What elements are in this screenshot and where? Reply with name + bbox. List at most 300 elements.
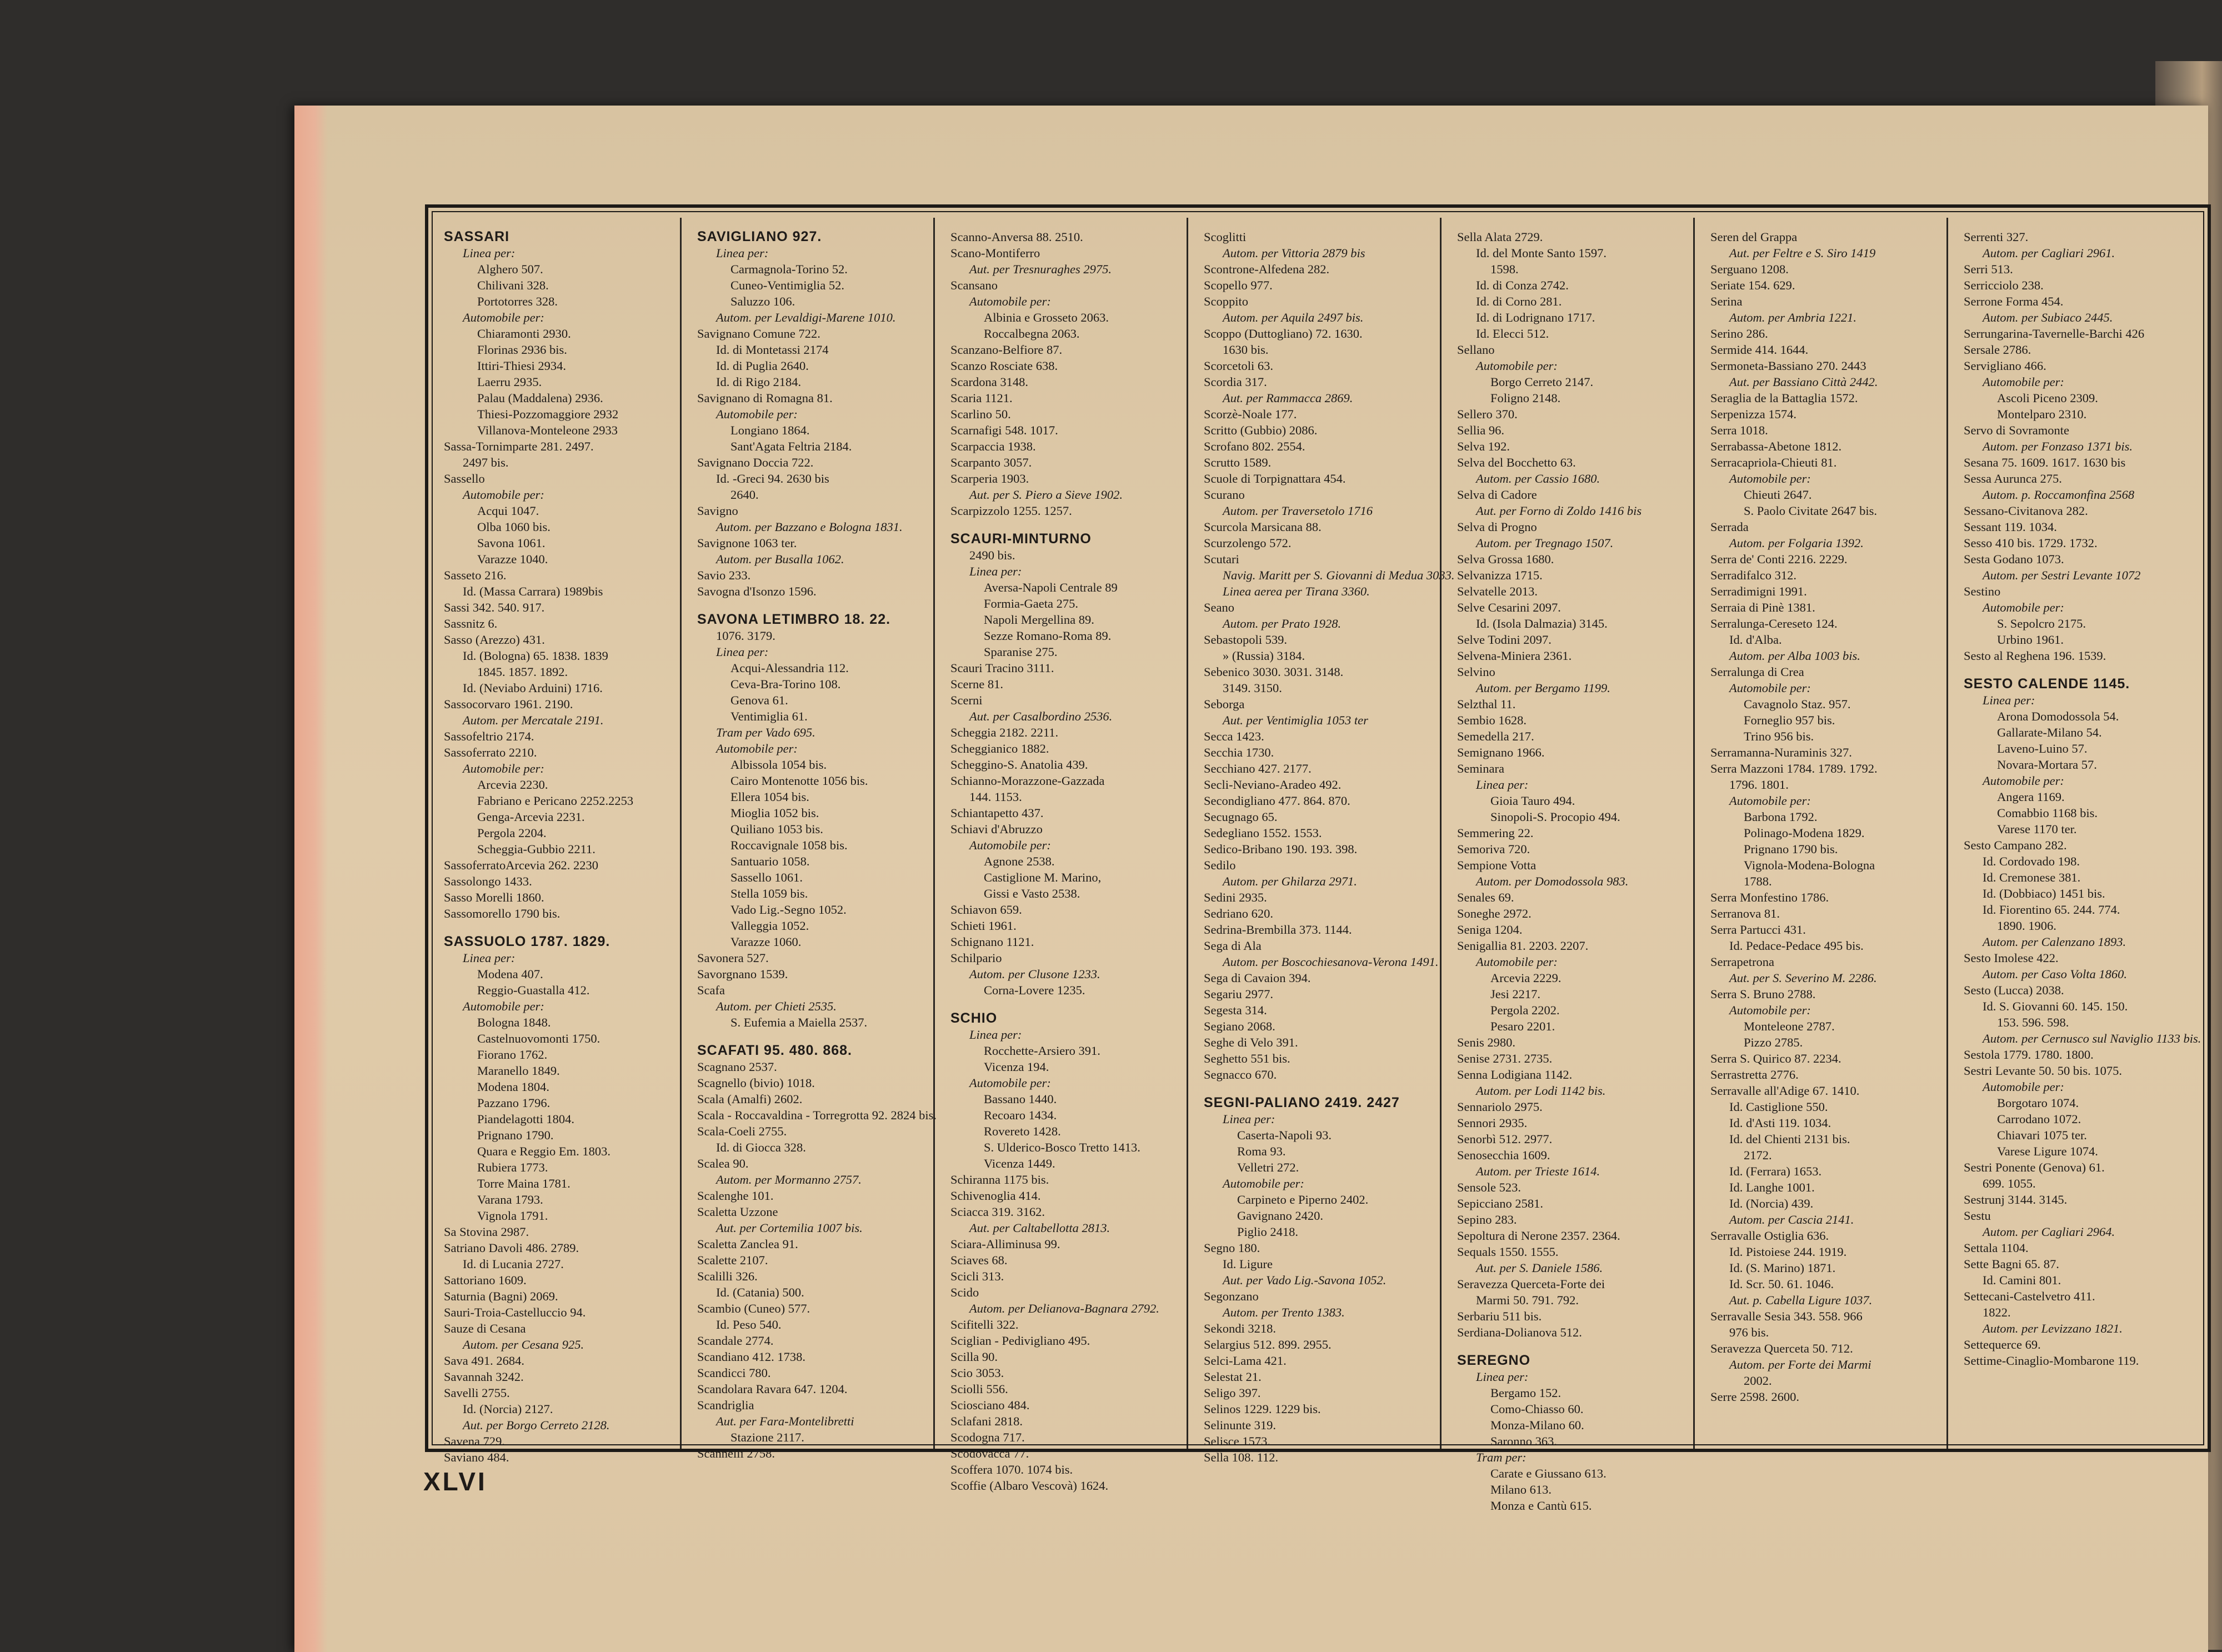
index-heading: SEGNI-PALIANO 2419. 2427 bbox=[1204, 1095, 1400, 1110]
index-entry: Sella 108. 112. bbox=[1204, 1450, 1279, 1464]
index-entry: Selestat 21. bbox=[1204, 1370, 1262, 1384]
index-entry: Saviano 484. bbox=[444, 1450, 509, 1464]
index-entry: Selvanizza 1715. bbox=[1457, 568, 1543, 582]
index-entry: Saluzzo 106. bbox=[730, 294, 795, 308]
index-column-5 bbox=[1442, 218, 1695, 1513]
index-entry: Scandriglia bbox=[697, 1398, 754, 1412]
index-entry: Automobile per: bbox=[716, 407, 798, 421]
index-entry: Senna Lodigiana 1142. bbox=[1457, 1068, 1573, 1082]
index-entry: Sellia 96. bbox=[1457, 423, 1504, 437]
index-entry: Carate e Giussano 613. bbox=[1490, 1466, 1607, 1480]
index-column-6 bbox=[1695, 218, 1948, 1449]
index-entry: Sassocorvaro 1961. 2190. bbox=[444, 697, 573, 711]
index-entry: Aut. per Tresnuraghes 2975. bbox=[969, 262, 1112, 276]
index-entry: Sassolongo 1433. bbox=[444, 874, 532, 888]
index-entry: Autom. per Sestri Levante 1072 bbox=[1983, 568, 2141, 582]
index-entry: Id. d'Alba. bbox=[1729, 633, 1782, 647]
index-entry: Sesta Godano 1073. bbox=[1964, 552, 2064, 566]
index-entry: Autom. per Aquila 2497 bis. bbox=[1223, 311, 1364, 324]
index-entry: Serrapetrona bbox=[1710, 955, 1774, 969]
index-entry: Alghero 507. bbox=[477, 262, 543, 276]
index-entry: Serraia di Pinè 1381. bbox=[1710, 600, 1815, 614]
index-entry: Varazze 1060. bbox=[730, 935, 802, 949]
index-entry: Senis 2980. bbox=[1457, 1035, 1516, 1049]
index-entry: Id. (Norcia) 439. bbox=[1729, 1197, 1814, 1210]
index-entry: Serrungarina-Tavernelle-Barchi 426 bbox=[1964, 327, 2145, 341]
index-entry: Sasseto 216. bbox=[444, 568, 507, 582]
index-entry: Scansano bbox=[950, 278, 998, 292]
index-entry: Scannelli 2758. bbox=[697, 1446, 775, 1460]
index-entry: Autom. per Levizzano 1821. bbox=[1983, 1321, 2123, 1335]
index-entry: Autom. per Ambria 1221. bbox=[1729, 311, 1856, 324]
index-entry: Montelparo 2310. bbox=[1997, 407, 2087, 421]
index-entry: Scanzo Rosciate 638. bbox=[950, 359, 1058, 373]
index-entry: Monza-Milano 60. bbox=[1490, 1418, 1584, 1432]
index-entry: Autom. per Ghilarza 2971. bbox=[1223, 874, 1357, 888]
index-entry: Id. Fiorentino 65. 244. 774. bbox=[1983, 903, 2120, 917]
index-entry: 1076. 3179. bbox=[716, 629, 775, 643]
index-entry: Sasso Morelli 1860. bbox=[444, 890, 544, 904]
index-entry: Secchiano 427. 2177. bbox=[1204, 762, 1312, 775]
index-entry: Autom. per Trento 1383. bbox=[1223, 1305, 1345, 1319]
index-entry: Id. (Isola Dalmazia) 3145. bbox=[1476, 617, 1608, 630]
index-entry: Gavignano 2420. bbox=[1237, 1209, 1323, 1223]
index-entry: Borgo Cerreto 2147. bbox=[1490, 375, 1594, 389]
index-entry: Castiglione M. Marino, bbox=[984, 870, 1102, 884]
index-entry: Id. d'Asti 119. 1034. bbox=[1729, 1116, 1831, 1130]
index-entry: » (Russia) 3184. bbox=[1223, 649, 1305, 663]
index-entry: Schiranna 1175 bis. bbox=[950, 1173, 1049, 1187]
index-entry: Id. di Montetassi 2174 bbox=[716, 343, 829, 357]
index-entry: Roma 93. bbox=[1237, 1144, 1286, 1158]
index-entry: Selinos 1229. 1229 bis. bbox=[1204, 1402, 1321, 1416]
index-entry: Id. di Puglia 2640. bbox=[716, 359, 809, 373]
index-entry: Genova 61. bbox=[730, 693, 788, 707]
index-entry: Id. (Ferrara) 1653. bbox=[1729, 1164, 1822, 1178]
index-entry: Sennariolo 2975. bbox=[1457, 1100, 1543, 1114]
index-entry: Agnone 2538. bbox=[984, 854, 1055, 868]
index-entry: Automobile per: bbox=[716, 742, 798, 755]
index-entry: Ventimiglia 61. bbox=[730, 709, 808, 723]
index-entry: Savignone 1063 ter. bbox=[697, 536, 797, 550]
index-entry: Scodogna 717. bbox=[950, 1430, 1025, 1444]
index-entry: Automobile per: bbox=[1223, 1177, 1304, 1190]
index-entry: Olba 1060 bis. bbox=[477, 520, 551, 534]
index-entry: Secli-Neviano-Aradeo 492. bbox=[1204, 778, 1342, 792]
index-entry: Scoglitti bbox=[1204, 230, 1247, 244]
index-entry: Seghe di Velo 391. bbox=[1204, 1035, 1298, 1049]
index-entry: Scandale 2774. bbox=[697, 1334, 774, 1348]
index-heading: SEREGNO bbox=[1457, 1353, 1531, 1368]
index-entry: 1822. bbox=[1983, 1305, 2011, 1319]
index-entry: Sasso (Arezzo) 431. bbox=[444, 633, 545, 647]
index-entry: Angera 1169. bbox=[1997, 790, 2065, 804]
index-entry: Selva di Cadore bbox=[1457, 488, 1537, 502]
index-entry: Tram per Vado 695. bbox=[716, 725, 815, 739]
index-entry: Bologna 1848. bbox=[477, 1015, 551, 1029]
index-entry: Mioglia 1052 bis. bbox=[730, 806, 819, 820]
index-entry: 144. 1153. bbox=[969, 790, 1022, 804]
index-entry: Selva di Progno bbox=[1457, 520, 1537, 534]
index-entry: Sedico-Bribano 190. 193. 398. bbox=[1204, 842, 1358, 856]
index-entry: Pesaro 2201. bbox=[1490, 1019, 1555, 1033]
index-entry: Scorcetoli 63. bbox=[1204, 359, 1273, 373]
index-entry: Linea per: bbox=[463, 246, 516, 260]
index-entry: Id. (Catania) 500. bbox=[716, 1285, 804, 1299]
index-entry: Autom. per Mormanno 2757. bbox=[716, 1173, 862, 1187]
index-entry: Automobile per: bbox=[969, 838, 1051, 852]
index-entry: Automobile per: bbox=[463, 762, 544, 775]
index-entry: Automobile per: bbox=[1729, 1003, 1811, 1017]
index-entry: Sattoriano 1609. bbox=[444, 1273, 527, 1287]
index-entry: Automobile per: bbox=[1729, 681, 1811, 695]
page-number: XLVI bbox=[423, 1467, 487, 1496]
index-entry: Portotorres 328. bbox=[477, 294, 558, 308]
index-entry: Autom. per Cagliari 2961. bbox=[1983, 246, 2115, 260]
index-entry: Ascoli Piceno 2309. bbox=[1997, 391, 2098, 405]
index-entry: Serra Mazzoni 1784. 1789. 1792. bbox=[1710, 762, 1878, 775]
index-entry: Sauri-Troia-Castelluccio 94. bbox=[444, 1305, 586, 1319]
index-entry: Autom. per Cassio 1680. bbox=[1476, 472, 1600, 485]
index-entry: Sassi 342. 540. 917. bbox=[444, 600, 545, 614]
index-entry: Arona Domodossola 54. bbox=[1997, 709, 2119, 723]
index-entry: Semoriva 720. bbox=[1457, 842, 1530, 856]
index-entry: Selva 192. bbox=[1457, 439, 1510, 453]
index-entry: Autom. per Chieti 2535. bbox=[716, 999, 837, 1013]
index-entry: Rubiera 1773. bbox=[477, 1160, 548, 1174]
index-entry: Vignola-Modena-Bologna bbox=[1744, 858, 1875, 872]
index-entry: Sebastopoli 539. bbox=[1204, 633, 1287, 647]
index-entry: Scrofano 802. 2554. bbox=[1204, 439, 1305, 453]
index-entry: Sega di Ala bbox=[1204, 939, 1262, 953]
index-entry: Scutari bbox=[1204, 552, 1239, 566]
index-entry: Id. Cremonese 381. bbox=[1983, 870, 2081, 884]
index-entry: Jesi 2217. bbox=[1490, 987, 1540, 1001]
index-entry: Scordia 317. bbox=[1204, 375, 1267, 389]
index-entry: Aut. per Borgo Cerreto 2128. bbox=[463, 1418, 610, 1432]
index-entry: Sassa-Tornimparte 281. 2497. bbox=[444, 439, 594, 453]
index-entry: Autom. per Bazzano e Bologna 1831. bbox=[716, 520, 903, 534]
index-entry: Sestino bbox=[1964, 584, 2001, 598]
index-entry: 976 bis. bbox=[1729, 1325, 1769, 1339]
index-entry: Sesto Campano 282. bbox=[1964, 838, 2067, 852]
index-entry: Rovereto 1428. bbox=[984, 1124, 1061, 1138]
index-entry: Senigallia 81. 2203. 2207. bbox=[1457, 939, 1589, 953]
index-column-4 bbox=[1188, 218, 1455, 1464]
index-entry: Sezze Romano-Roma 89. bbox=[984, 629, 1112, 643]
index-entry: Id. di Lucania 2727. bbox=[463, 1257, 564, 1271]
index-entry: Varese 1170 ter. bbox=[1997, 822, 2077, 836]
index-entry: Sciglian - Pedivigliano 495. bbox=[950, 1334, 1090, 1348]
index-entry: Autom. per Busalla 1062. bbox=[716, 552, 844, 566]
index-entry: Linea per: bbox=[1476, 778, 1529, 792]
index-entry: Serralunga-Cereseto 124. bbox=[1710, 617, 1838, 630]
index-entry: Castelnuovomonti 1750. bbox=[477, 1032, 600, 1045]
index-entry: Milano 613. bbox=[1490, 1483, 1552, 1496]
index-entry: Sedrina-Brembilla 373. 1144. bbox=[1204, 923, 1352, 937]
index-entry: Serre 2598. 2600. bbox=[1710, 1390, 1799, 1404]
index-entry: Formia-Gaeta 275. bbox=[984, 597, 1078, 610]
index-entry: Ceva-Bra-Torino 108. bbox=[730, 677, 841, 691]
index-entry: Bergamo 152. bbox=[1490, 1386, 1562, 1400]
index-entry: Scala-Coeli 2755. bbox=[697, 1124, 787, 1138]
index-entry: Servo di Sovramonte bbox=[1964, 423, 2069, 437]
index-entry: Automobile per: bbox=[1983, 375, 2064, 389]
index-entry: Selva Grossa 1680. bbox=[1457, 552, 1554, 566]
index-entry: Serra S. Quirico 87. 2234. bbox=[1710, 1052, 1841, 1065]
index-entry: 2172. bbox=[1744, 1148, 1772, 1162]
index-entry: Senise 2731. 2735. bbox=[1457, 1052, 1553, 1065]
index-entry: Sermide 414. 1644. bbox=[1710, 343, 1809, 357]
index-entry: Sestri Levante 50. 50 bis. 1075. bbox=[1964, 1064, 2122, 1078]
index-entry: Automobile per: bbox=[463, 999, 544, 1013]
index-entry: Aut. per Casalbordino 2536. bbox=[969, 709, 1113, 723]
index-entry: Semmering 22. bbox=[1457, 826, 1534, 840]
index-entry: Id. (Norcia) 2127. bbox=[463, 1402, 553, 1416]
index-entry: Scanno-Anversa 88. 2510. bbox=[950, 230, 1083, 244]
index-entry: Chiavari 1075 ter. bbox=[1997, 1128, 2087, 1142]
index-entry: Varese Ligure 1074. bbox=[1997, 1144, 2098, 1158]
index-entry: Autom. per Domodossola 983. bbox=[1476, 874, 1629, 888]
index-entry: Serra Partucci 431. bbox=[1710, 923, 1806, 937]
index-entry: Sesso 410 bis. 1729. 1732. bbox=[1964, 536, 2098, 550]
index-entry: Vignola 1791. bbox=[477, 1209, 548, 1223]
index-entry: Serra Monfestino 1786. bbox=[1710, 890, 1829, 904]
index-entry: Sega di Cavaion 394. bbox=[1204, 971, 1311, 985]
index-entry: Aut. per Forno di Zoldo 1416 bis bbox=[1476, 504, 1642, 518]
index-entry: Serrone Forma 454. bbox=[1964, 294, 2064, 308]
index-entry: Scano-Montiferro bbox=[950, 246, 1040, 260]
index-entry: Serguano 1208. bbox=[1710, 262, 1789, 276]
index-entry: 1890. 1906. bbox=[1997, 919, 2056, 933]
index-entry: Aut. p. Cabella Ligure 1037. bbox=[1729, 1293, 1873, 1307]
index-entry: Varana 1793. bbox=[477, 1193, 543, 1207]
index-entry: Autom. per Cernusco sul Naviglio 1133 bis. bbox=[1983, 1032, 2201, 1045]
index-entry: Seano bbox=[1204, 600, 1234, 614]
index-entry: Aut. per Rammacca 2869. bbox=[1223, 391, 1353, 405]
index-entry: Sciolli 556. bbox=[950, 1382, 1008, 1396]
index-entry: Scagnello (bivio) 1018. bbox=[697, 1076, 815, 1090]
index-entry: Barbona 1792. bbox=[1744, 810, 1818, 824]
index-entry: Automobile per: bbox=[1476, 955, 1558, 969]
index-entry: Vicenza 1449. bbox=[984, 1157, 1055, 1170]
index-entry: Scaria 1121. bbox=[950, 391, 1013, 405]
index-entry: 3149. 3150. bbox=[1223, 681, 1282, 695]
index-entry: Seghetto 551 bis. bbox=[1204, 1052, 1290, 1065]
index-entry: Scilla 90. bbox=[950, 1350, 998, 1364]
index-entry: Savorgnano 1539. bbox=[697, 967, 788, 981]
index-entry: Sauze di Cesana bbox=[444, 1321, 526, 1335]
index-heading: SASSARI bbox=[444, 229, 510, 244]
index-entry: Sellero 370. bbox=[1457, 407, 1518, 421]
index-entry: Automobile per: bbox=[1983, 1080, 2064, 1094]
index-entry: Secondigliano 477. 864. 870. bbox=[1204, 794, 1350, 808]
index-entry: Scoppito bbox=[1204, 294, 1249, 308]
index-entry: 699. 1055. bbox=[1983, 1177, 2036, 1190]
index-entry: Napoli Mergellina 89. bbox=[984, 613, 1094, 627]
index-entry: Foligno 2148. bbox=[1490, 391, 1561, 405]
index-entry: Sassnitz 6. bbox=[444, 617, 498, 630]
index-entry: Id. Pedace-Pedace 495 bis. bbox=[1729, 939, 1864, 953]
index-entry: Aut. per Feltre e S. Siro 1419 bbox=[1729, 246, 1876, 260]
index-entry: Segno 180. bbox=[1204, 1241, 1260, 1255]
index-entry: Schilpario bbox=[950, 951, 1002, 965]
index-entry: Segiano 2068. bbox=[1204, 1019, 1275, 1033]
index-entry: Scarpizzolo 1255. 1257. bbox=[950, 504, 1072, 518]
index-entry: Quiliano 1053 bis. bbox=[730, 822, 823, 836]
index-entry: Recoaro 1434. bbox=[984, 1108, 1057, 1122]
index-entry: Ellera 1054 bis. bbox=[730, 790, 809, 804]
index-entry: Sassello 1061. bbox=[730, 870, 803, 884]
index-entry: Scopello 977. bbox=[1204, 278, 1273, 292]
index-entry: Autom. per Vittoria 2879 bis bbox=[1223, 246, 1365, 260]
index-entry: Sedegliano 1552. 1553. bbox=[1204, 826, 1322, 840]
index-entry: Id. (Massa Carrara) 1989bis bbox=[463, 584, 603, 598]
index-heading: SCAURI-MINTURNO bbox=[950, 531, 1092, 547]
index-entry: Fabriano e Pericano 2252.2253 bbox=[477, 794, 634, 808]
index-heading: SAVONA LETIMBRO 18. 22. bbox=[697, 612, 891, 627]
index-entry: Settala 1104. bbox=[1964, 1241, 2029, 1255]
index-entry: Cuneo-Ventimiglia 52. bbox=[730, 278, 844, 292]
index-entry: Seren del Grappa bbox=[1710, 230, 1798, 244]
index-entry: Autom. per Clusone 1233. bbox=[969, 967, 1100, 981]
index-entry: S. Paolo Civitate 2647 bis. bbox=[1744, 504, 1878, 518]
index-entry: Serricciolo 238. bbox=[1964, 278, 2044, 292]
index-entry: Seravezza Querceta 50. 712. bbox=[1710, 1341, 1853, 1355]
index-entry: Aut. per S. Severino M. 2286. bbox=[1729, 971, 1877, 985]
index-entry: Autom. per Subiaco 2445. bbox=[1983, 311, 2113, 324]
index-entry: Scalenghe 101. bbox=[697, 1189, 774, 1203]
index-entry: Serramanna-Nuraminis 327. bbox=[1710, 745, 1852, 759]
index-entry: Acqui-Alessandria 112. bbox=[730, 661, 849, 675]
index-entry: Aversa-Napoli Centrale 89 bbox=[984, 580, 1118, 594]
index-entry: Arcevia 2230. bbox=[477, 778, 548, 792]
index-entry: Id. Pistoiese 244. 1919. bbox=[1729, 1245, 1847, 1259]
index-entry: Linea per: bbox=[716, 246, 769, 260]
index-entry: Cairo Montenotte 1056 bis. bbox=[730, 774, 868, 788]
index-entry: Linea per: bbox=[716, 645, 769, 659]
index-entry: Seravezza Querceta-Forte dei bbox=[1457, 1277, 1605, 1291]
index-entry: Serra de' Conti 2216. 2229. bbox=[1710, 552, 1848, 566]
index-entry: Genga-Arcevia 2231. bbox=[477, 810, 585, 824]
index-entry: Automobile per: bbox=[1983, 774, 2064, 788]
index-entry: Sinopoli-S. Procopio 494. bbox=[1490, 810, 1620, 824]
index-entry: Varazze 1040. bbox=[477, 552, 548, 566]
index-entry: Selvatelle 2013. bbox=[1457, 584, 1538, 598]
index-entry: Serracapriola-Chieuti 81. bbox=[1710, 455, 1837, 469]
index-entry: Scarperia 1903. bbox=[950, 472, 1029, 485]
index-entry: Maranello 1849. bbox=[477, 1064, 560, 1078]
index-entry: Sellano bbox=[1457, 343, 1495, 357]
index-entry: Scheggia-Gubbio 2211. bbox=[477, 842, 595, 856]
index-entry: Autom. per Calenzano 1893. bbox=[1983, 935, 2126, 949]
index-entry: Sequals 1550. 1555. bbox=[1457, 1245, 1559, 1259]
index-entry: Savio 233. bbox=[697, 568, 751, 582]
index-entry: Aut. per Caltabellotta 2813. bbox=[969, 1221, 1110, 1235]
index-entry: Sassello bbox=[444, 472, 485, 485]
index-entry: Serrenti 327. bbox=[1964, 230, 2029, 244]
index-entry: Automobile per: bbox=[1983, 600, 2064, 614]
index-entry: Sedriano 620. bbox=[1204, 907, 1273, 920]
index-entry: Savogna d'Isonzo 1596. bbox=[697, 584, 817, 598]
index-entry: Sempione Votta bbox=[1457, 858, 1537, 872]
index-heading: SCAFATI 95. 480. 868. bbox=[697, 1043, 852, 1058]
index-entry: Modena 407. bbox=[477, 967, 543, 981]
index-entry: Trino 956 bis. bbox=[1744, 729, 1814, 743]
index-entry: Gallarate-Milano 54. bbox=[1997, 725, 2102, 739]
index-entry: Sembio 1628. bbox=[1457, 713, 1527, 727]
index-entry: Segnacco 670. bbox=[1204, 1068, 1277, 1082]
index-entry: Savelli 2755. bbox=[444, 1386, 510, 1400]
index-entry: Autom. per Alba 1003 bis. bbox=[1729, 649, 1860, 663]
index-entry: Serranova 81. bbox=[1710, 907, 1780, 920]
index-entry: Gissi e Vasto 2538. bbox=[984, 887, 1080, 900]
index-entry: Fiorano 1762. bbox=[477, 1048, 548, 1062]
index-entry: Automobile per: bbox=[1729, 794, 1811, 808]
index-entry: Sessano-Civitanova 282. bbox=[1964, 504, 2088, 518]
index-entry: Scalette 2107. bbox=[697, 1253, 768, 1267]
index-entry: Stella 1059 bis. bbox=[730, 887, 808, 900]
index-entry: Sparanise 275. bbox=[984, 645, 1058, 659]
index-entry: 2497 bis. bbox=[463, 455, 509, 469]
index-entry: Serbariu 511 bis. bbox=[1457, 1309, 1542, 1323]
index-entry: 1630 bis. bbox=[1223, 343, 1269, 357]
index-entry: Automobile per: bbox=[463, 488, 544, 502]
index-entry: Longiano 1864. bbox=[730, 423, 810, 437]
index-entry: Palau (Maddalena) 2936. bbox=[477, 391, 603, 405]
index-entry: Segesta 314. bbox=[1204, 1003, 1267, 1017]
index-entry: Scheggia 2182. 2211. bbox=[950, 725, 1059, 739]
index-entry: Scheggianico 1882. bbox=[950, 742, 1049, 755]
index-entry: Scritto (Gubbio) 2086. bbox=[1204, 423, 1318, 437]
index-entry: Scerni bbox=[950, 693, 983, 707]
index-entry: Santuario 1058. bbox=[730, 854, 810, 868]
index-entry: Sesto Imolese 422. bbox=[1964, 951, 2059, 965]
index-entry: Sensole 523. bbox=[1457, 1180, 1521, 1194]
index-heading: SESTO CALENDE 1145. bbox=[1964, 676, 2130, 692]
index-entry: Serravalle Ostiglia 636. bbox=[1710, 1229, 1829, 1243]
index-entry: Automobile per: bbox=[1729, 472, 1811, 485]
index-entry: Scuole di Torpignattara 454. bbox=[1204, 472, 1346, 485]
index-entry: Segonzano bbox=[1204, 1289, 1259, 1303]
index-entry: Monteleone 2787. bbox=[1744, 1019, 1835, 1033]
index-entry: Chilivani 328. bbox=[477, 278, 549, 292]
index-entry: Chieuti 2647. bbox=[1744, 488, 1812, 502]
index-entry: Savena 729. bbox=[444, 1434, 505, 1448]
index-entry: Autom. per Cesana 925. bbox=[463, 1338, 584, 1351]
index-entry: Savignano Doccia 722. bbox=[697, 455, 814, 469]
index-entry: Scarpanto 3057. bbox=[950, 455, 1032, 469]
index-entry: Saturnia (Bagni) 2069. bbox=[444, 1289, 558, 1303]
index-entry: Comabbio 1168 bis. bbox=[1997, 806, 2098, 820]
index-entry: Quara e Reggio Em. 1803. bbox=[477, 1144, 610, 1158]
index-entry: Vado Lig.-Segno 1052. bbox=[730, 903, 847, 917]
index-entry: Arcevia 2229. bbox=[1490, 971, 1562, 985]
index-entry: Segariu 2977. bbox=[1204, 987, 1273, 1001]
index-entry: Scaletta Zanclea 91. bbox=[697, 1237, 798, 1251]
index-entry: Id. Camini 801. bbox=[1983, 1273, 2061, 1287]
index-entry: Autom. per Bergamo 1199. bbox=[1476, 681, 1610, 695]
index-entry: Automobile per: bbox=[969, 1076, 1051, 1090]
index-entry: 1796. 1801. bbox=[1729, 778, 1789, 792]
index-entry: 1788. bbox=[1744, 874, 1772, 888]
index-entry: Autom. per Lodi 1142 bis. bbox=[1476, 1084, 1606, 1098]
index-entry: Autom. per Forte dei Marmi bbox=[1729, 1358, 1871, 1371]
index-entry: Linea per: bbox=[969, 564, 1022, 578]
index-entry: Scifitelli 322. bbox=[950, 1318, 1019, 1331]
index-entry: Autom. per Cagliari 2964. bbox=[1983, 1225, 2115, 1239]
index-entry: S. Sepolcro 2175. bbox=[1997, 617, 2086, 630]
